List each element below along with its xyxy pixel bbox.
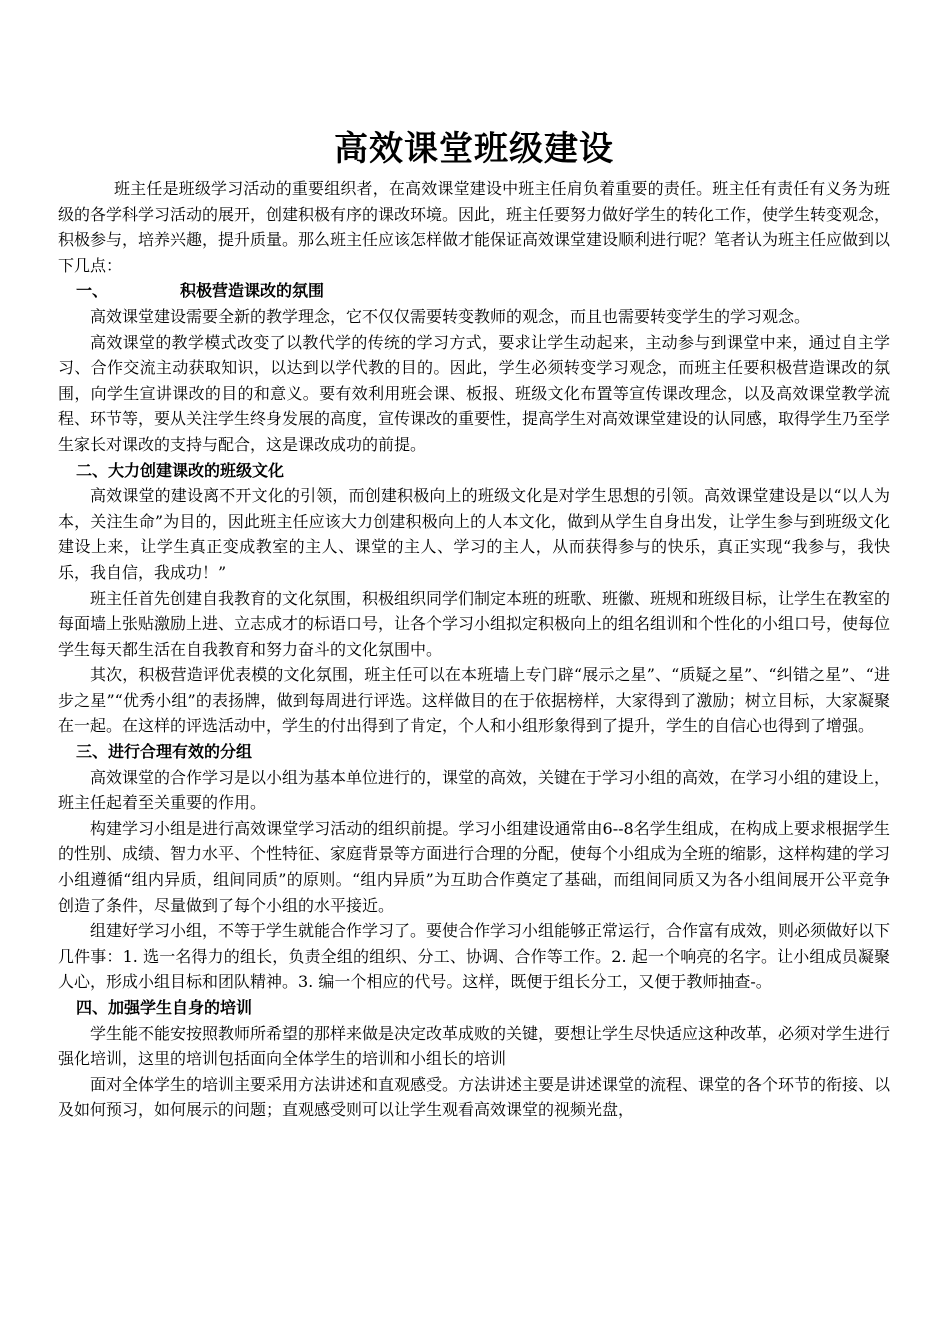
section-4-paragraph: 面对全体学生的培训主要采用方法讲述和直观感受。方法讲述主要是讲述课堂的流程、课堂的各个环节的衔接、以及如何预习，如何展示的问题；直观感受则可以让学生观看高效课堂的视频光盘， <box>58 1074 891 1120</box>
section-3-heading: 三、进行合理有效的分组 <box>76 742 253 762</box>
section-3-paragraph: 构建学习小组是进行高效课堂学习活动的组织前提。学习小组建设通常由6--8名学生组成，在构成上要求根据学生的性别、成绩、智力水平、个性特征、家庭背景等方面进行合理的分配，使每个小组成为全班的缩影，这样构建的学习小组遵循“组内异质，组间同质”的原则。“组内异质”为互助合作奠定了基础，而组间同质又为各小组间展开公平竞争创造了条件，尽量做到了每个小组的水平接近。 <box>58 818 891 915</box>
section-3-paragraph: 组建好学习小组，不等于学生就能合作学习了。要使合作学习小组能够正常运行，合作富有成效，则必须做好以下几件事：1. 选一名得力的组长，负责全组的组织、分工、协调、合作等工作。2. 起一个响亮的名字。让小组成员凝聚人心，形成小组目标和团队精神。3. 编一个相应的代号。这样，既便于组长分工，又便于教师抽查-。 <box>58 921 891 992</box>
section-3-paragraph: 高效课堂的合作学习是以小组为基本单位进行的，课堂的高效，关键在于学习小组的高效，在学习小组的建设上，班主任起着至关重要的作用。 <box>58 767 891 813</box>
section-4-paragraph: 学生能不能安按照教师所希望的那样来做是决定改革成败的关键，要想让学生尽快适应这种改革，必须对学生进行强化培训，这里的培训包括面向全体学生的培训和小组长的培训 <box>58 1023 891 1069</box>
section-2-heading: 二、大力创建课改的班级文化 <box>76 460 285 480</box>
section-1-number: 一、 <box>76 281 109 301</box>
document-title: 高效课堂班级建设 <box>334 129 614 169</box>
intro-paragraph: 班主任是班级学习活动的重要组织者，在高效课堂建设中班主任肩负着重要的责任。班主任有责任有义务为班级的各学科学习活动的展开，创建积极有序的课改环境。因此，班主任要努力做好学生的转化工作，使学生转变观念，积极参与，培养兴趣，提升质量。那么班主任应该怎样做才能保证高效课堂建设顺利进行呢？笔者认为班主任应做到以下几点： <box>58 179 891 275</box>
section-2-paragraph: 高效课堂的建设离不开文化的引领，而创建积极向上的班级文化是对学生思想的引领。高效课堂建设是以“以人为本，关注生命”为目的，因此班主任应该大力创建积极向上的人本文化，做到从学生自身出发，让学生参与到班级文化建设上来，让学生真正变成教室的主人、课堂的主人、学习的主人，从而获得参与的快乐，真正实现“我参与，我快乐，我自信，我成功！” <box>58 486 890 582</box>
section-2-paragraph: 班主任首先创建自我教育的文化氛围，积极组织同学们制定本班的班歌、班徽、班规和班级目标，让学生在教室的每面墙上张贴激励上进、立志成才的标语口号，让各个学习小组拟定积极向上的组名组训和个性化的小组口号，使每位学生每天都生活在自我教育和努力奋斗的文化氛围中。 <box>58 588 891 659</box>
section-4-heading: 四、加强学生自身的培训 <box>76 998 253 1017</box>
section-2-paragraph: 其次，积极营造评优表模的文化氛围，班主任可以在本班墙上专门辟“展示之星”、“质疑之星”、“纠错之星”、“进步之星”“优秀小组”的表扬牌，做到每周进行评选。这样做目的在于依据榜样，大家得到了激励；树立目标，大家凝聚在一起。在这样的评选活动中，学生的付出得到了肯定，个人和小组形象得到了提升，学生的自信心也得到了增强。 <box>58 665 890 736</box>
section-1-title: 积极营造课改的氛围 <box>180 281 325 301</box>
section-1-heading <box>58 278 890 304</box>
section-1-paragraph: 高效课堂的教学模式改变了以教代学的传统的学习方式，要求让学生动起来，主动参与到课堂中来，通过自主学习、合作交流主动获取知识，以达到以学代教的目的。因此，学生必须转变学习观念，而班主任要积极营造课改的氛围，向学生宣讲课改的目的和意义。要有效利用班会课、板报、班级文化布置等宣传课改理念，以及高效课堂教学流程、环节等，要从关注学生终身发展的高度，宣传课改的重要性，提高学生对高效课堂建设的认同感，取得学生乃至学生家长对课改的支持与配合，这是课改成功的前提。 <box>58 332 891 454</box>
section-1-paragraph: 高效课堂建设需要全新的教学理念，它不仅仅需要转变教师的观念，而且也需要转变学生的学习观念。 <box>90 306 811 326</box>
